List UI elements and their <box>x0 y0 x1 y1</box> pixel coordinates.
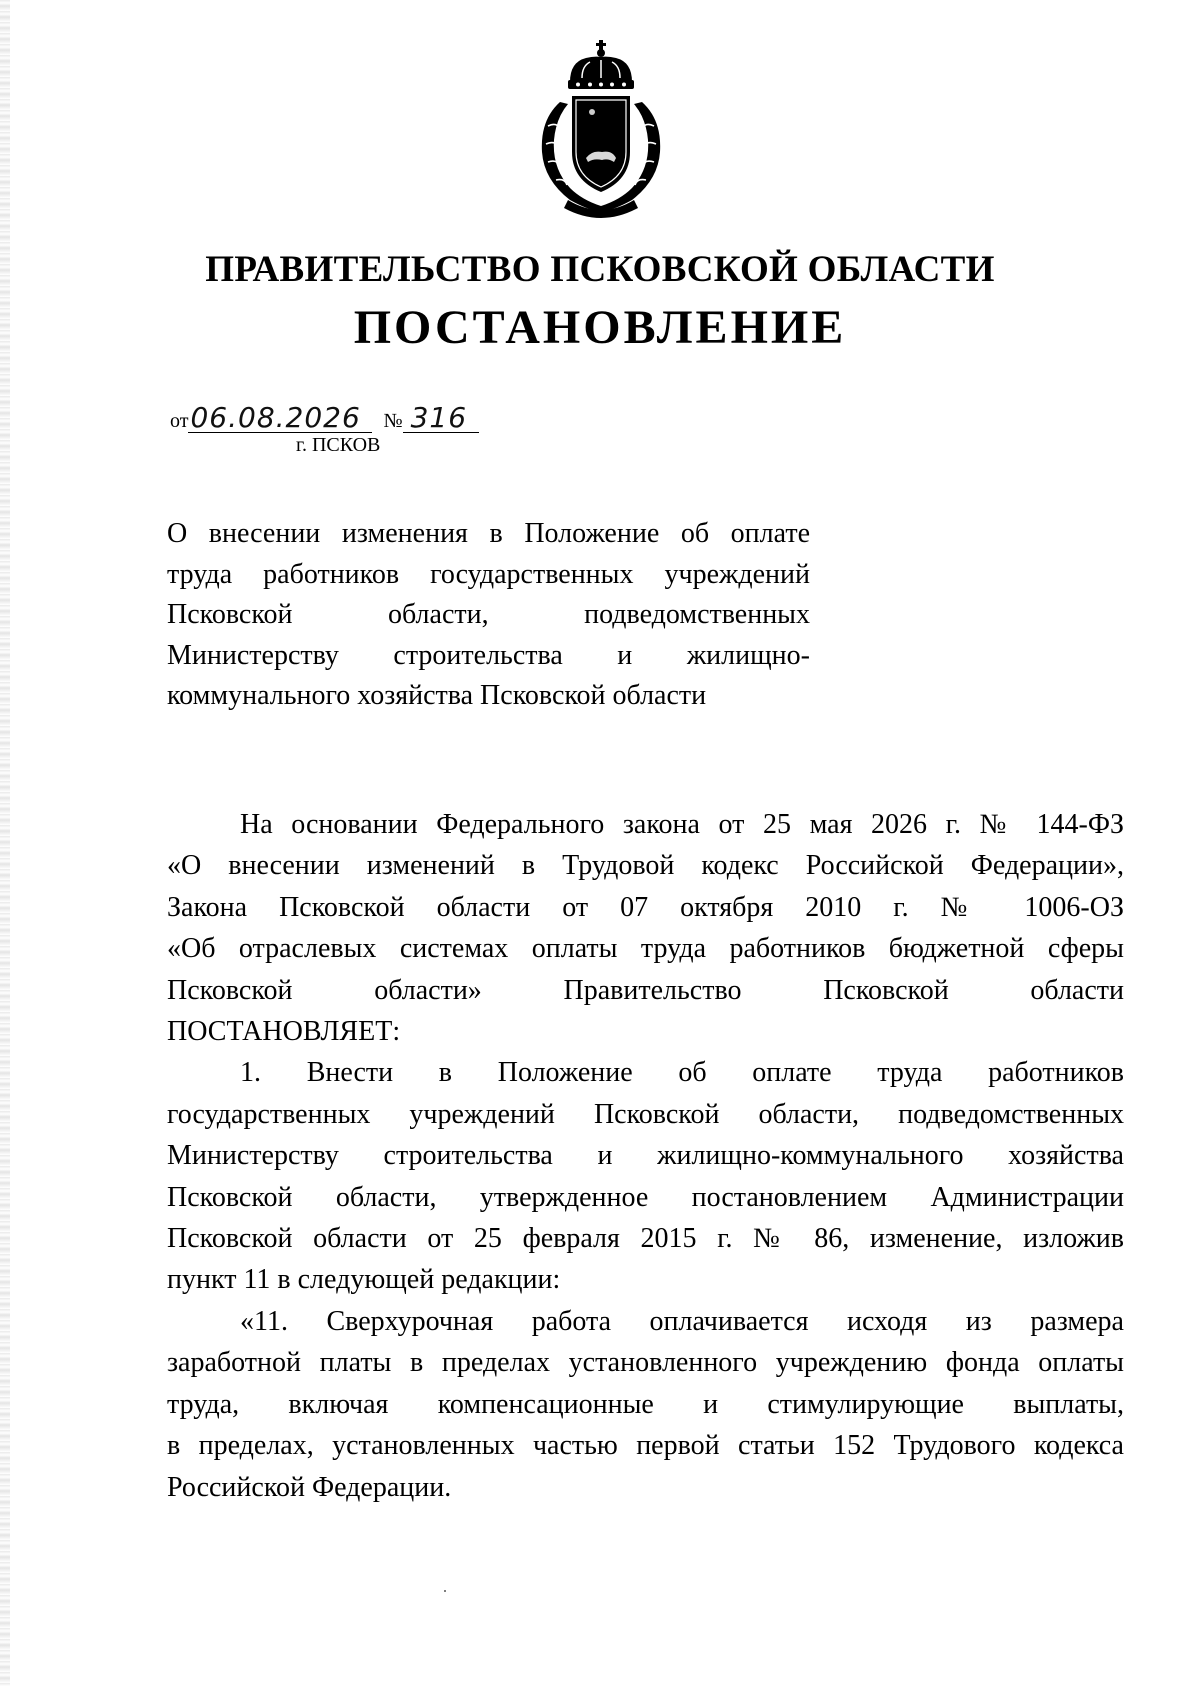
preamble-line: «О внесении изменений в Трудовой кодекс Российской Федерации», <box>167 850 1124 882</box>
item11-line: в пределах, установленных частью первой статьи 152 Трудового кодекса <box>167 1430 1124 1462</box>
city-label: г. ПСКОВ <box>296 434 381 456</box>
item1-line: государственных учреждений Псковской области, подведомственных <box>167 1098 1124 1130</box>
subject-line: О внесении изменения в Положение об оплате <box>167 518 810 549</box>
subject-line: коммунального хозяйства Псковской области <box>167 680 707 711</box>
scan-dot-artifact <box>444 1590 446 1592</box>
document-subject <box>167 514 810 717</box>
preamble-line: ПОСТАНОВЛЯЕТ: <box>167 1016 401 1048</box>
item1-line: Псковской области, утвержденное постановлением Администрации <box>167 1181 1124 1213</box>
date-prefix: от <box>170 410 189 432</box>
number-prefix: № <box>383 410 403 432</box>
item1-line: пункт 11 в следующей редакции: <box>167 1264 561 1296</box>
subject-line: труда работников государственных учреждений <box>167 558 810 590</box>
item11-line: Российской Федерации. <box>167 1471 452 1503</box>
item11-line: «11. Сверхурочная работа оплачивается исходя из размера <box>240 1305 1124 1337</box>
document-type-heading: ПОСТАНОВЛЕНИЕ <box>353 301 847 354</box>
preamble-line: Закона Псковской области от 07 октября 2010 г. № 1006-ОЗ <box>167 891 1124 923</box>
item11-line: заработной платы в пределах установленного учреждению фонда оплаты <box>167 1347 1124 1379</box>
item1-line: 1. Внести в Положение об оплате труда работников <box>240 1057 1124 1089</box>
handwritten-number: 316 <box>403 404 479 433</box>
preamble-line: На основании Федерального закона от 25 мая 2026 г. № 144-ФЗ <box>240 809 1124 840</box>
pskov-oblast-coat-of-arms-icon <box>530 40 672 220</box>
item1-line: Псковской области от 25 февраля 2015 г. № 86, изменение, изложив <box>167 1223 1124 1255</box>
organization-title: ПРАВИТЕЛЬСТВО ПСКОВСКОЙ ОБЛАСТИ <box>205 249 995 290</box>
item11-line: труда, включая компенсационные и стимулирующие выплаты, <box>167 1388 1124 1420</box>
preamble-line: Псковской области» Правительство Псковской области <box>167 974 1124 1006</box>
item1-line: Министерству строительства и жилищно-коммунального хозяйства <box>167 1140 1124 1172</box>
preamble-line: «Об отраслевых системах оплаты труда работников бюджетной сферы <box>167 933 1124 965</box>
subject-line: Министерству строительства и жилищно- <box>167 639 810 671</box>
registration-line <box>170 401 479 434</box>
document-body <box>167 804 1124 1508</box>
handwritten-date: 06.08.2026 <box>188 404 372 433</box>
subject-line: Псковской области, подведомственных <box>167 599 810 630</box>
